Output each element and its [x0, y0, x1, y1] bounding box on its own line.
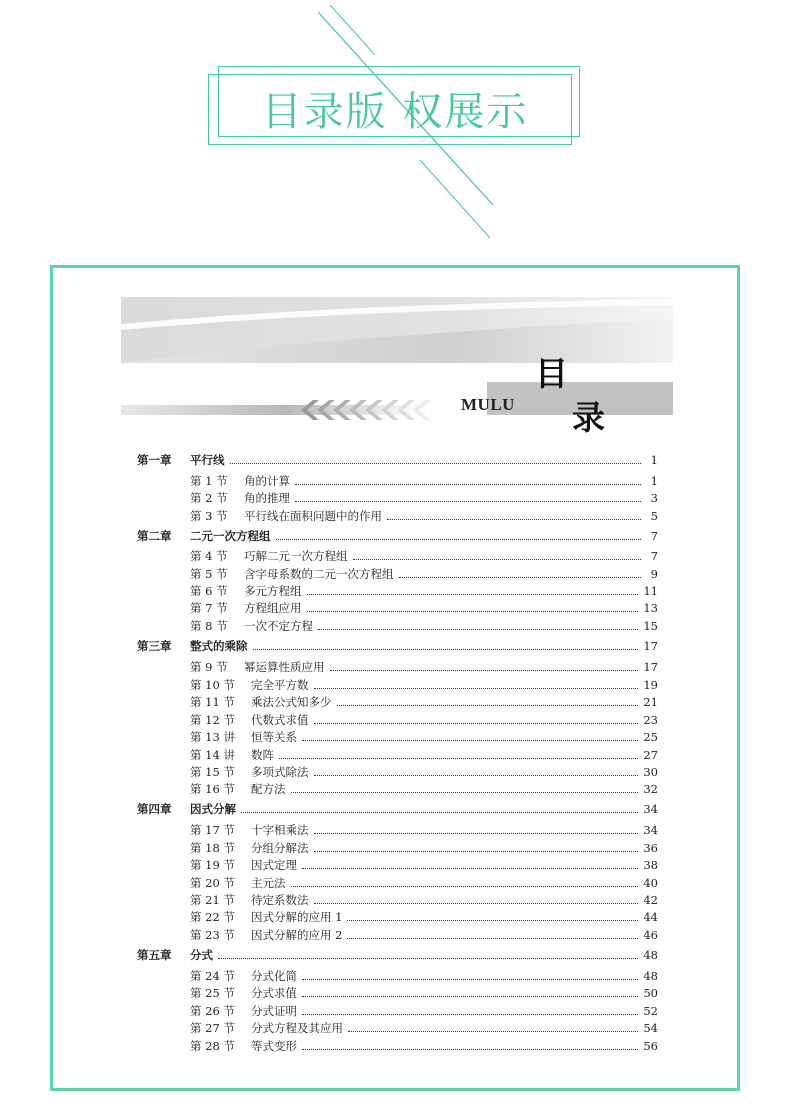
toc-page-number: 34: [643, 823, 658, 837]
toc-number: 第 8 节: [190, 619, 228, 633]
toc-section-row[interactable]: [190, 473, 658, 490]
toc-number: 第 5 节: [190, 567, 228, 581]
toc-leader: [337, 705, 639, 706]
toc-chapter-row[interactable]: [137, 947, 658, 964]
toc-section-row[interactable]: [190, 508, 658, 525]
toc-number: 第 6 节: [190, 584, 228, 598]
toc-number: 第 27 节: [190, 1021, 235, 1035]
toc-section-row[interactable]: [190, 566, 658, 583]
toc-leader: [230, 463, 642, 464]
toc-page-number: 40: [643, 876, 658, 890]
toc-leader: [291, 792, 639, 793]
toc-page-number: 23: [643, 713, 658, 727]
toc-number: 第 1 节: [190, 474, 228, 488]
toc-title: 代数式求值: [251, 713, 309, 727]
toc-title: 乘法公式知多少: [251, 695, 332, 709]
toc-number: 第 2 节: [190, 491, 228, 505]
toc-leader: [353, 559, 642, 560]
toc-title: 平行线: [190, 453, 225, 467]
toc-section-row[interactable]: [190, 729, 658, 746]
toc-page-number: 1: [650, 453, 658, 467]
toc-section-row[interactable]: [190, 764, 658, 781]
toc-number: 第 18 节: [190, 841, 235, 855]
toc-title: 因式定理: [251, 858, 297, 872]
toc-leader: [302, 1014, 638, 1015]
toc-title: 分式证明: [251, 1004, 297, 1018]
toc-title: 一次不定方程: [244, 619, 313, 633]
toc-title: 恒等关系: [251, 730, 297, 744]
toc-title: 待定系数法: [251, 893, 309, 907]
toc-number: 第二章: [137, 529, 172, 543]
toc-section-row[interactable]: [190, 840, 658, 857]
toc-section-row[interactable]: [190, 600, 658, 617]
toc-page-number: 46: [643, 928, 658, 942]
toc-leader: [276, 539, 642, 540]
toc-page-number: 34: [643, 802, 658, 816]
toc-page-number: 48: [643, 969, 658, 983]
toc-number: 第 3 节: [190, 509, 228, 523]
toc-number: 第 15 节: [190, 765, 235, 779]
toc-title: 完全平方数: [251, 678, 309, 692]
toc-section-row[interactable]: [190, 1020, 658, 1037]
toc-title: 因式分解: [190, 802, 236, 816]
toc-page-number: 19: [643, 678, 658, 692]
toc-leader: [302, 868, 638, 869]
toc-section-row[interactable]: [190, 985, 658, 1002]
toc-section-row[interactable]: [190, 712, 658, 729]
toc-section-row[interactable]: [190, 909, 658, 926]
toc-chapter-row[interactable]: [137, 638, 658, 655]
toc-title: 角的计算: [244, 474, 290, 488]
toc-page-number: 44: [643, 910, 658, 924]
toc-number: 第 22 节: [190, 910, 235, 924]
toc-title: 角的推理: [244, 491, 290, 505]
toc-section-row[interactable]: [190, 1038, 658, 1055]
toc-page-number: 54: [643, 1021, 658, 1035]
toc-title: 分组分解法: [251, 841, 309, 855]
toc-section-row[interactable]: [190, 875, 658, 892]
toc-leader: [279, 758, 638, 759]
toc-page-number: 27: [643, 748, 658, 762]
toc-leader: [295, 501, 641, 502]
lu-character: 录: [572, 398, 605, 437]
toc-section-row[interactable]: [190, 857, 658, 874]
toc-title: 分式化简: [251, 969, 297, 983]
toc-section-row[interactable]: [190, 1003, 658, 1020]
toc-section-row[interactable]: [190, 781, 658, 798]
toc-number: 第 13 讲: [190, 730, 235, 744]
toc-leader: [387, 519, 641, 520]
toc-leader: [253, 649, 639, 650]
toc-number: 第 14 讲: [190, 748, 235, 762]
toc-section-row[interactable]: [190, 618, 658, 635]
toc-title: 分式方程及其应用: [251, 1021, 343, 1035]
toc-title: 分式: [190, 948, 213, 962]
toc-number: 第 26 节: [190, 1004, 235, 1018]
toc-leader: [307, 611, 639, 612]
toc-leader: [347, 938, 638, 939]
toc-section-row[interactable]: [190, 968, 658, 985]
toc-page-number: 42: [643, 893, 658, 907]
toc-page-number: 11: [643, 584, 658, 598]
toc-chapter-row[interactable]: [137, 801, 658, 818]
toc-number: 第 20 节: [190, 876, 235, 890]
toc-title: 配方法: [251, 782, 286, 796]
toc-number: 第 24 节: [190, 969, 235, 983]
toc-leader: [302, 996, 638, 997]
toc-title: 多元方程组: [244, 584, 302, 598]
toc-page-number: 21: [643, 695, 658, 709]
toc-leader: [314, 723, 639, 724]
toc-title: 平行线在面积问题中的作用: [244, 509, 382, 523]
toc-page-number: 3: [650, 491, 658, 505]
toc-title: 因式分解的应用 2: [251, 928, 343, 942]
toc-number: 第一章: [137, 453, 172, 467]
toc-leader: [291, 886, 639, 887]
toc-number: 第五章: [137, 948, 172, 962]
toc-page-number: 9: [650, 567, 658, 581]
banner-title: 目录版 权展示: [261, 89, 529, 135]
toc-section-row[interactable]: [190, 490, 658, 507]
toc-page-number: 32: [643, 782, 658, 796]
toc-page-number: 50: [643, 986, 658, 1000]
toc-number: 第 9 节: [190, 660, 228, 674]
toc-leader: [318, 629, 638, 630]
toc-page-number: 7: [650, 549, 658, 563]
toc-number: 第 12 节: [190, 713, 235, 727]
toc-section-row[interactable]: [190, 747, 658, 764]
mulu-label: MULU: [461, 395, 515, 414]
toc-page-number: 1: [650, 474, 658, 488]
toc-number: 第 16 节: [190, 782, 235, 796]
toc-number: 第四章: [137, 802, 172, 816]
toc-page-number: 56: [643, 1039, 658, 1053]
toc-section-row[interactable]: [190, 822, 658, 839]
toc-leader: [330, 670, 639, 671]
toc-page-number: 15: [643, 619, 658, 633]
toc-section-row[interactable]: [190, 583, 658, 600]
toc-leader: [241, 812, 638, 813]
toc-leader: [218, 958, 638, 959]
toc-page-number: 36: [643, 841, 658, 855]
banner: [0, 0, 790, 250]
toc-leader: [295, 484, 641, 485]
toc-leader: [399, 577, 642, 578]
toc-page-number: 30: [643, 765, 658, 779]
toc-page-number: 17: [643, 660, 658, 674]
toc-number: 第 7 节: [190, 601, 228, 615]
toc-leader: [302, 979, 638, 980]
toc-section-row[interactable]: [190, 892, 658, 909]
mu-character: 目: [535, 354, 568, 393]
toc-number: 第 21 节: [190, 893, 235, 907]
toc-leader: [314, 775, 639, 776]
toc-number: 第 17 节: [190, 823, 235, 837]
toc-leader: [314, 903, 639, 904]
toc-title: 主元法: [251, 876, 286, 890]
toc-section-row[interactable]: [190, 659, 658, 676]
toc-leader: [314, 851, 639, 852]
toc-page-number: 7: [650, 529, 658, 543]
toc-leader: [314, 833, 639, 834]
toc-chapter-row[interactable]: [137, 528, 658, 545]
toc-number: 第 11 节: [190, 695, 235, 709]
toc-page-number: 13: [643, 601, 658, 615]
toc-number: 第 4 节: [190, 549, 228, 563]
toc-chapter-row[interactable]: [137, 452, 658, 469]
toc-leader: [302, 740, 638, 741]
toc-title: 多项式除法: [251, 765, 309, 779]
toc-section-row[interactable]: [190, 548, 658, 565]
toc-title: 分式求值: [251, 986, 297, 1000]
toc-leader: [347, 920, 638, 921]
toc-page-number: 38: [643, 858, 658, 872]
toc-number: 第 23 节: [190, 928, 235, 942]
toc-title: 等式变形: [251, 1039, 297, 1053]
toc-section-row[interactable]: [190, 677, 658, 694]
toc-leader: [348, 1031, 638, 1032]
toc-title: 数阵: [251, 748, 274, 762]
toc-title: 因式分解的应用 1: [251, 910, 343, 924]
toc-leader: [314, 688, 639, 689]
toc-number: 第 25 节: [190, 986, 235, 1000]
toc-number: 第 19 节: [190, 858, 235, 872]
toc-number: 第 10 节: [190, 678, 235, 692]
toc-page-number: 5: [650, 509, 658, 523]
toc-number: 第三章: [137, 639, 172, 653]
toc-page-number: 48: [643, 948, 658, 962]
toc-section-row[interactable]: [190, 694, 658, 711]
toc-title: 方程组应用: [244, 601, 302, 615]
toc-title: 整式的乘除: [190, 639, 248, 653]
toc-title: 十字相乘法: [251, 823, 309, 837]
toc-leader: [307, 594, 639, 595]
toc-section-row[interactable]: [190, 927, 658, 944]
toc-title: 含字母系数的二元一次方程组: [244, 567, 394, 581]
toc-title: 巧解二元一次方程组: [244, 549, 348, 563]
toc-title: 二元一次方程组: [190, 529, 271, 543]
toc-leader: [302, 1049, 638, 1050]
toc-page-number: 52: [643, 1004, 658, 1018]
toc-page-number: 17: [643, 639, 658, 653]
toc-title: 幂运算性质应用: [244, 660, 325, 674]
toc-page-number: 25: [643, 730, 658, 744]
toc-number: 第 28 节: [190, 1039, 235, 1053]
